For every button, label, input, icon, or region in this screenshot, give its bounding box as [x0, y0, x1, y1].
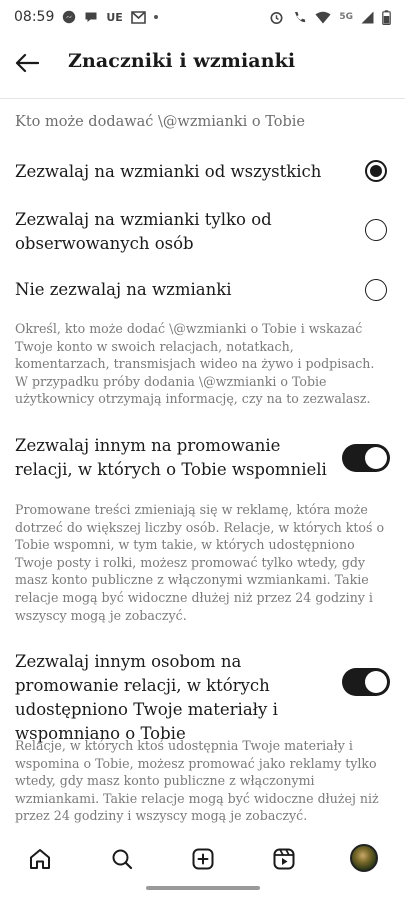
option-label: Nie zezwalaj na wzmianki: [15, 280, 232, 299]
option-mentions-none[interactable]: [0, 276, 405, 308]
radio-button[interactable]: [365, 219, 387, 241]
nav-search[interactable]: [109, 846, 135, 872]
home-icon: [28, 847, 52, 871]
network-label: 5G: [339, 12, 353, 22]
create-icon: [191, 847, 215, 871]
messenger-icon: [62, 10, 76, 24]
wifi-icon: [315, 11, 331, 24]
call-icon: [292, 10, 307, 25]
signal-icon: [361, 11, 374, 24]
toggle-knob: [365, 447, 387, 469]
reels-icon: [272, 847, 296, 871]
option-mentions-everyone[interactable]: [0, 156, 405, 188]
status-right: [269, 10, 391, 25]
arrow-left-icon: [15, 53, 39, 73]
mail-icon: [131, 11, 146, 24]
radio-dot: [370, 165, 382, 177]
nav-reels[interactable]: [271, 846, 297, 872]
promote-mentions-description: Promowane treści zmieniają się w reklamę, która może dotrzeć do większej liczby osób. Relacje, w których ktoś o Tobie wspomni, w tym takie, w których udostępniono Twoje posty i rolki, możesz promować tylko wtedy, gdy masz konto publiczne z włączonymi wzmiankami. Takie relacje mogą być widoczne dłużej niż przez 24 godziny i wszyscy mogą je zobaczyć.: [15, 502, 385, 623]
bottom-nav: [0, 836, 405, 882]
mentions-description: Określ, kto może dodać \@wzmianki o Tobie i wskazać Twoje konto w swoich relacjach, notatkach, komentarzach, transmisjach wideo na żywo i podpisach. W przypadku próby dodania \@wzmianki o Tobie użytkownicy otrzymają informację, czy na to zezwalasz.: [15, 321, 375, 407]
battery-icon: [382, 10, 391, 25]
status-time: 08:59: [14, 9, 55, 25]
promote-mentions-label: Zezwalaj innym na promowanie relacji, w których o Tobie wspomnieli: [15, 436, 327, 479]
back-button[interactable]: [14, 50, 40, 76]
radio-button[interactable]: [365, 279, 387, 301]
page-title: Znaczniki i wzmianki: [68, 50, 296, 72]
option-label: Zezwalaj na wzmianki od wszystkich: [15, 162, 322, 181]
option-label: Zezwalaj na wzmianki tylko od obserwowanych osób: [15, 210, 272, 253]
notification-dot: [154, 15, 158, 19]
promote-shared-label: Zezwalaj innym osobom na promowanie relacji, w których udostępniono Twoje materiały i wspomniano o Tobie: [15, 652, 278, 743]
alarm-icon: [269, 10, 284, 25]
promote-mentions-toggle[interactable]: [342, 444, 390, 472]
toggle-knob: [365, 671, 387, 693]
status-left: [14, 9, 158, 25]
promote-shared-toggle[interactable]: [342, 668, 390, 696]
nav-create[interactable]: [190, 846, 216, 872]
radio-button-selected[interactable]: [365, 160, 387, 182]
promote-shared-description: Relacje, w których ktoś udostępnia Twoje materiały i wspomina o Tobie, możesz promować jako reklamy tylko wtedy, gdy masz konto publiczne z włączonymi wzmiankami. Takie relacje mogą być widoczne dłużej niż przez 24 godziny i wszyscy mogą je zobaczyć.: [15, 738, 379, 824]
search-icon: [110, 847, 134, 871]
option-mentions-followed[interactable]: [0, 206, 405, 258]
carrier-label: UE: [106, 10, 123, 24]
app-header: [0, 36, 405, 90]
chat-icon: [84, 10, 98, 24]
status-bar: [0, 0, 405, 34]
home-indicator[interactable]: [146, 886, 260, 890]
mentions-section-label: Kto może dodawać \@wzmianki o Tobie: [15, 114, 305, 130]
profile-avatar[interactable]: [350, 844, 378, 872]
nav-home[interactable]: [27, 846, 53, 872]
header-divider: [0, 98, 405, 99]
